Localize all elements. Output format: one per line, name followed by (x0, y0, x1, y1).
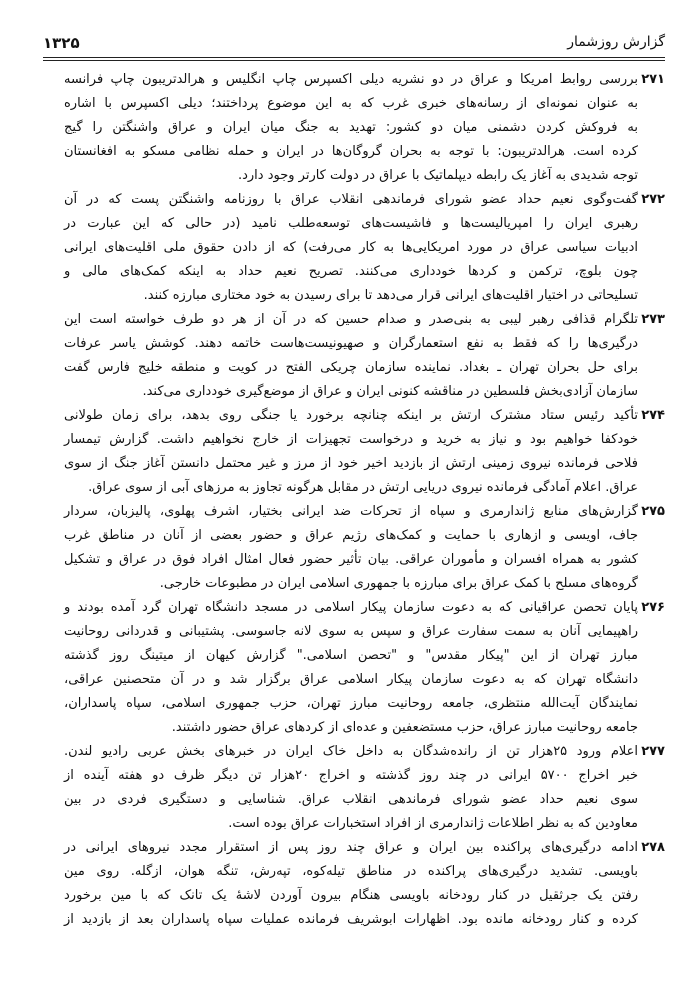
text-line: چون بلوچ، ترکمن و کردها خودداری می‌کنند. تصریح نعیم حداد به اینکه کمک‌های مالی و (64, 264, 638, 279)
entry-paragraph (64, 836, 665, 932)
document-body (64, 68, 665, 932)
entry-number: ۲۷۲ (641, 192, 665, 207)
text-line: گزارش‌های منابع ژاندارمری و سپاه از تحرکات ضد ایرانی بختیار، اشرف پهلوی، پالیزبان، سردار (64, 504, 638, 519)
text-line: جامعه روحانیت مبارز عراق، حزب مستضعفین و عده‌ای از کردهای عراق حضور داشتند. (171, 720, 638, 735)
entry-number: ۲۷۸ (641, 840, 665, 855)
entry-number: ۲۷۷ (641, 744, 665, 759)
text-line: به عنوان نمونه‌ای از رسانه‌های خبری غرب که به این موضوع پرداختند؛ دیلی اکسپرس با اشاره (64, 96, 638, 111)
text-line: فلاحی فرمانده نیروی زمینی ارتش از بازدید اخیر خود از مرز و غیر محتمل دانستن آغاز جنگ از سوی (64, 456, 638, 471)
text-line: تسلیحاتی در اختیار اقلیت‌های ایرانی قرار می‌دهد تا برای رسیدن به خود مختاری مبارزه کنند. (143, 288, 638, 303)
header-double-rule (43, 57, 665, 61)
text-line: باویسی. تشدید درگیری‌های پراکنده در مناطق تیله‌کوه، تپه‌رش، تنگه هوان، ازگله. روی مین (64, 864, 638, 879)
text-line: گفت‌وگوی نعیم حداد عضو شورای فرماندهی انقلاب عراق با روزنامه واشنگتن پست که در آن (64, 192, 638, 207)
text-line: گروه‌های مسلح با کمک عراق برای مبارزه با جمهوری اسلامی ایران در مطبوعات خارجی. (159, 576, 638, 591)
text-line: راهپیمایی آنان به سمت سفارت عراق و سپس به سوی لانه جاسوسی. پشتیبانی و قدردانی روحانیت (64, 624, 638, 639)
entry-paragraph (64, 308, 665, 404)
entry-number: ۲۷۱ (641, 72, 665, 87)
text-line: توجه شدیدی به آغاز یک رابطه دیپلماتیک با عراق در دولت کارتر وجود دارد. (237, 168, 638, 183)
entry-paragraph (64, 188, 665, 308)
entry-number: ۲۷۵ (641, 504, 665, 519)
text-line: سوی نعیم حداد عضو شورای فرماندهی انقلاب عراق. شناسایی و دستگیری فردی در بین (64, 792, 638, 807)
running-title: گزارش روزشمار (567, 34, 665, 50)
text-line: تلگرام قذافی رهبر لیبی به بنی‌صدر و صدام حسین که در آن از هر دو طرف خواسته است این (64, 312, 638, 327)
entry-number: ۲۷۶ (641, 600, 665, 615)
entry-paragraph (64, 596, 665, 740)
text-line: ادبیات سیاسی عراق در مورد امریکایی‌ها به کار می‌رفت) که از دادن حقوق ملی اقلیت‌های ایرانی (64, 240, 638, 255)
text-line: عراق. اعلام آمادگی فرمانده نیروی دریایی ارتش در مقابل هرگونه تجاوز به مرزهای آبی از سوی عراق. (88, 480, 638, 495)
page-number: ۱۳۲۵ (43, 34, 80, 52)
text-line: ادامه درگیری‌های پراکنده بین ایران و عراق چند روز پس از استقرار مجدد نیروهای ایرانی در (64, 840, 638, 855)
text-line: به فروکش کردن دشمنی میان دو کشور: تهدید به جنگ میان ایران و عراق واشنگتن را گیج (64, 120, 638, 135)
text-line: مبارز تهران از این "پیکار مقدس" و "تحصن اسلامی." گزارش کیهان از میتینگ روز گذشته (64, 648, 638, 663)
entry-number: ۲۷۳ (641, 312, 665, 327)
text-line: کرده و کنار رودخانه مانده بود. اظهارات ابوشریف فرمانده عملیات سپاه پاسداران بعد از بازدید از (64, 912, 638, 927)
text-line: کشور به همراه افسران و مأموران عراقی. بیان تأثیر حضور فعال امثال افراد فوق در عراق و تشکیل (64, 552, 638, 567)
entry-paragraph (64, 740, 665, 836)
text-line: رهبری ایران را امپریالیست‌ها و فاشیست‌های توسعه‌طلب نامید (در حالی که این عبارت در (64, 216, 638, 231)
entry-number: ۲۷۴ (641, 408, 665, 423)
text-line: خودکفا خواهیم بود و نیاز به خرید و درخواست تجهیزات از خارج نخواهیم داشت. گزارش تیمسار (64, 432, 638, 447)
text-line: دانشگاه تهران که به دعوت سازمان پیکار اسلامی عراق برگزار شد و در آن متحصنین عراقی، (64, 672, 638, 687)
running-header (43, 32, 665, 60)
text-line: پایان تحصن عراقیانی که به دعوت سازمان پیکار اسلامی در مسجد دانشگاه تهران گرد آمده بودند و (64, 600, 638, 615)
entry-paragraph (64, 68, 665, 188)
text-line: سازمان آزادی‌بخش فلسطین در مناقشه کنونی ایران و عراق از موضع‌گیری خودداری می‌کند. (142, 384, 638, 399)
entry-paragraph (64, 500, 665, 596)
text-line: کرده است. هرالدتریبون: با توجه به بحران گروگان‌ها در ایران و حمله نظامی مسکو به افغانستان (64, 144, 638, 159)
text-line: درگیری‌ها را که فقط به نفع استعمارگران و صهیونیست‌هاست خاتمه دهند. کوشش یاسر عرفات (64, 336, 638, 351)
text-line: برای حل بحران تهران ـ بغداد. نماینده سازمان چریکی الفتح در کویت و منطقه خلیج فارس گفت (64, 360, 638, 375)
text-line: جاف، اویسی و ازهاری با حمایت و کمک‌های رژیم عراق و حضور بعضی از آنان در مناطق غرب (64, 528, 638, 543)
text-line: نمایندگان آیت‌الله منتظری، جامعه روحانیت مبارز تهران، حزب جمهوری اسلامی، سپاه پاسداران، (64, 696, 638, 711)
text-line: بررسی روابط امریکا و عراق در دو نشریه دیلی اکسپرس چاپ انگلیس و هرالدتریبون چاپ فرانسه (64, 72, 638, 87)
text-line: معاودین که به نظر اطلاعات ژاندارمری از افراد استخبارات عراق بوده است. (228, 816, 638, 831)
text-line: اعلام ورود ۲۵هزار تن از رانده‌شدگان به داخل خاک ایران در خبرهای بخش عربی رادیو لندن. (64, 744, 639, 759)
text-line: خبر اخراج ۵۷۰۰ ایرانی در چند روز گذشته و اخراج ۲۰هزار تن دیگر ظرف دو هفته آینده از (64, 768, 638, 783)
entry-paragraph (64, 404, 665, 500)
text-line: تأکید رئیس ستاد مشترک ارتش بر اینکه چنانچه برخورد یا جنگی روی بدهد، برای زمان طولانی (64, 408, 638, 423)
text-line: رفتن یک جرثقیل در کنار رودخانه باویسی هنگام بیرون آوردن لاشهٔ یک تانک که با مین برخورد (64, 888, 638, 903)
